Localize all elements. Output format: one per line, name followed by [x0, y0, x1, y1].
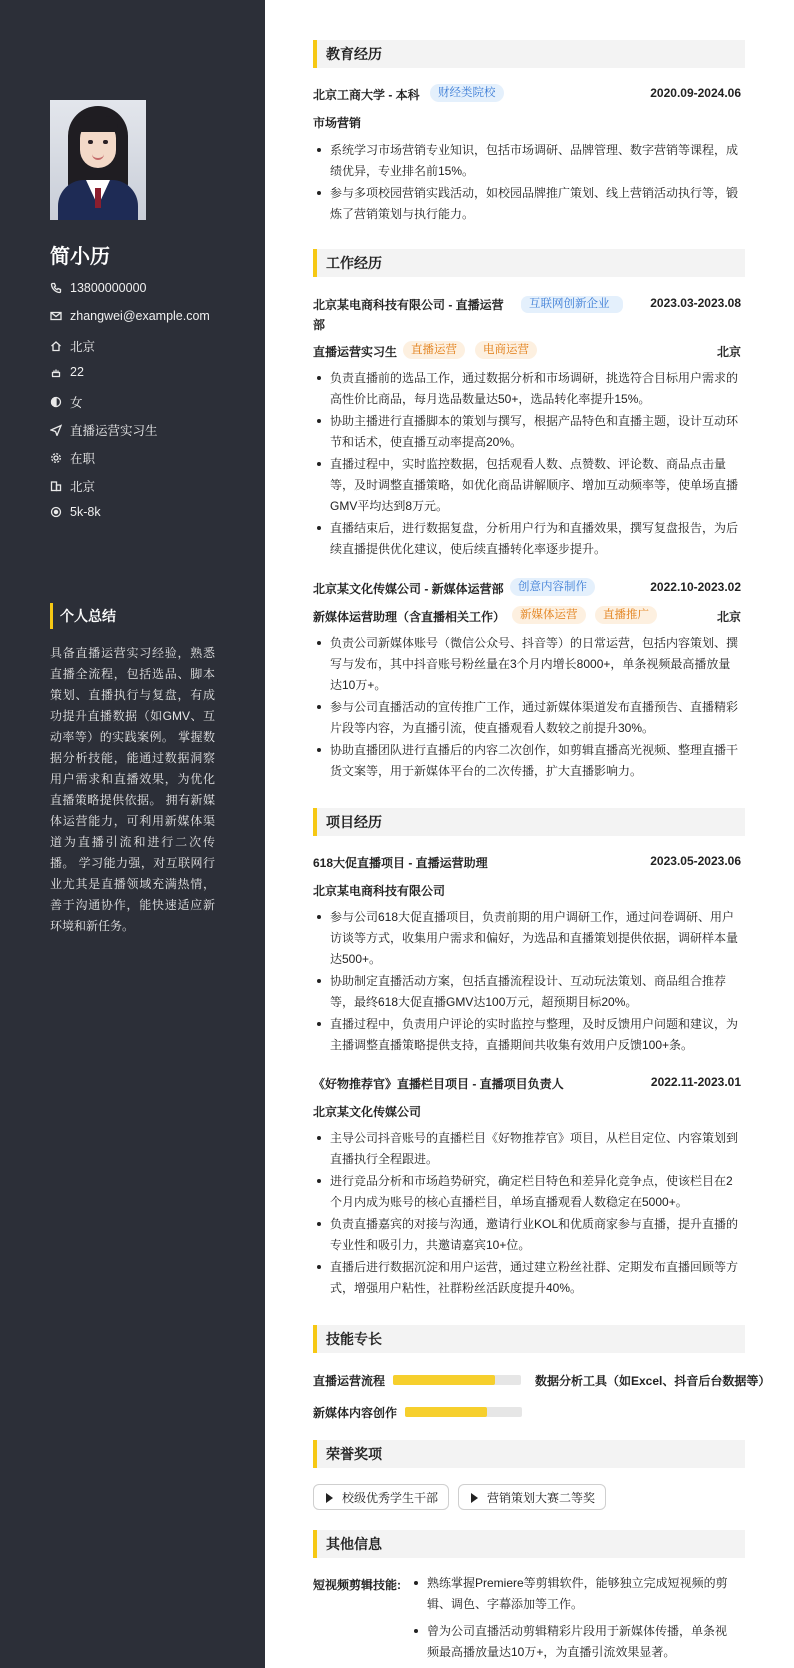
- list-item: 直播结束后，进行数据复盘，分析用户行为和直播效果，撰写复盘报告，为后续直播提供优化建议，使后续直播转化率逐步提升。: [313, 518, 741, 560]
- play-icon: [326, 1493, 333, 1503]
- list-item: 进行竞品分析和市场趋势研究，确定栏目特色和差异化竞争点，使该栏目在2个月内成为账号的核心直播栏目，单场直播观看人数稳定在5000+。: [313, 1171, 741, 1213]
- job2-date: 2022.10-2023.02: [650, 580, 741, 594]
- mail-icon: [50, 310, 62, 322]
- contact-position: 直播运营实习生: [50, 421, 158, 439]
- proj1-name: 618大促直播项目 - 直播运营助理: [313, 856, 488, 870]
- contact-age: 22: [50, 365, 84, 379]
- job1-city: 北京: [716, 345, 741, 359]
- job1-position: 直播运营实习生: [313, 345, 398, 359]
- job2-tag-2: 直播推广: [595, 606, 657, 624]
- job1-date: 2023.03-2023.08: [650, 296, 741, 310]
- contact-location: 北京: [50, 337, 95, 355]
- list-item: 参与公司618大促直播项目，负责前期的用户调研工作，通过问卷调研、用户访谈等方式，收集用户需求和偏好，为选品和直播策划提供依据，调研样本量达500+。: [313, 907, 741, 970]
- job1-tag-1: 直播运营: [403, 341, 465, 359]
- other-label: 短视频剪辑技能:: [313, 1578, 401, 1592]
- list-item: 直播后进行数据沉淀和用户运营，通过建立粉丝社群、定期发布直播回顾等方式，增强用户粘性，社群粉丝活跃度提升40%。: [313, 1257, 741, 1299]
- edu-school: 北京工商大学 - 本科: [313, 88, 420, 102]
- edu-date: 2020.09-2024.06: [650, 86, 741, 100]
- contact-gender: 女: [50, 393, 83, 411]
- section-skills: 技能专长: [313, 1325, 745, 1353]
- contact-email: zhangwei@example.com: [50, 309, 210, 323]
- proj1-date: 2023.05-2023.06: [650, 854, 741, 868]
- job1-company: 北京某电商科技有限公司 - 直播运营部: [313, 298, 504, 332]
- job1-tag-2: 电商运营: [475, 341, 537, 359]
- job1-bullets: [313, 368, 741, 560]
- job2-company: 北京某文化传媒公司 - 新媒体运营部: [313, 582, 504, 596]
- section-education: 教育经历: [313, 40, 745, 68]
- contact-salary: 5k-8k: [50, 505, 101, 519]
- job2-tag: 创意内容制作: [510, 578, 595, 596]
- contact-phone: 13800000000: [50, 281, 146, 295]
- proj2-name: 《好物推荐官》直播栏目项目 - 直播项目负责人: [313, 1077, 564, 1091]
- sidebar: [0, 0, 265, 1668]
- section-work: 工作经历: [313, 249, 745, 277]
- gear-icon: [50, 452, 62, 464]
- award-chip: 校级优秀学生干部: [313, 1484, 449, 1510]
- skill-name: 新媒体内容创作: [313, 1406, 398, 1420]
- skill-level-bar: [393, 1375, 521, 1385]
- edu-tag: 财经类院校: [430, 84, 504, 102]
- profile-photo: [50, 100, 146, 220]
- play-icon: [471, 1493, 478, 1503]
- skill-level-bar: [405, 1407, 522, 1417]
- cake-icon: [50, 366, 62, 378]
- list-item: 协助主播进行直播脚本的策划与撰写，根据产品特色和直播主题，设计互动环节和话术，使直播互动率提高20%。: [313, 411, 741, 453]
- summary-title: 个人总结: [50, 603, 116, 629]
- proj2-bullets: [313, 1128, 741, 1299]
- home-icon: [50, 340, 62, 352]
- proj1-org: 北京某电商科技有限公司: [313, 884, 446, 898]
- list-item: 曾为公司直播活动剪辑精彩片段用于新媒体传播，单条视频最高播放量达10万+，为直播引流效果显著。: [410, 1621, 735, 1663]
- contact-status: 在职: [50, 449, 95, 467]
- job2-tag-1: 新媒体运营: [512, 606, 586, 624]
- salary-icon: [50, 506, 62, 518]
- other-bullets: [410, 1573, 735, 1663]
- send-icon: [50, 424, 62, 436]
- list-item: 负责公司新媒体账号（微信公众号、抖音等）的日常运营，包括内容策划、撰写与发布，其中抖音账号粉丝量在3个月内增长8000+，单条视频最高播放量达10万+。: [313, 633, 741, 696]
- proj1-bullets: [313, 907, 741, 1056]
- contact-work-city: 北京: [50, 477, 95, 495]
- list-item: 直播过程中，实时监控数据，包括观看人数、点赞数、评论数、商品点击量等，及时调整直播策略，如优化商品讲解顺序、增加互动频率等，使单场直播GMV平均达到8万元。: [313, 454, 741, 517]
- skill-name: 数据分析工具（如Excel、抖音后台数据等）: [535, 1374, 771, 1388]
- skill-name: 直播运营流程: [313, 1374, 386, 1388]
- job2-position: 新媒体运营助理（含直播相关工作）: [313, 610, 506, 624]
- building-icon: [50, 480, 62, 492]
- proj2-date: 2022.11-2023.01: [650, 1075, 741, 1089]
- proj2-org: 北京某文化传媒公司: [313, 1105, 422, 1119]
- list-item: 负责直播嘉宾的对接与沟通，邀请行业KOL和优质商家参与直播，提升直播的专业性和吸引力，共邀请嘉宾10+位。: [313, 1214, 741, 1256]
- edu-major: 市场营销: [313, 116, 362, 130]
- award-chip: 营销策划大赛二等奖: [458, 1484, 606, 1510]
- section-projects: 项目经历: [313, 808, 745, 836]
- gender-icon: [50, 396, 62, 408]
- list-item: 负责直播前的选品工作，通过数据分析和市场调研，挑选符合目标用户需求的高性价比商品，每月选品数量达50+，选品转化率提升15%。: [313, 368, 741, 410]
- section-other: 其他信息: [313, 1530, 745, 1558]
- list-item: 协助直播团队进行直播后的内容二次创作，如剪辑直播高光视频、整理直播干货文案等，用于新媒体平台的二次传播，扩大直播影响力。: [313, 740, 741, 782]
- list-item: 主导公司抖音账号的直播栏目《好物推荐官》项目，从栏目定位、内容策划到直播执行全程跟进。: [313, 1128, 741, 1170]
- list-item: 熟练掌握Premiere等剪辑软件，能够独立完成短视频的剪辑、调色、字幕添加等工作。: [410, 1573, 735, 1615]
- job1-tag: 互联网创新企业: [521, 296, 623, 313]
- list-item: 参与公司直播活动的宣传推广工作，通过新媒体渠道发布直播预告、直播精彩片段等内容，为直播引流，使直播观看人数较之前提升30%。: [313, 697, 741, 739]
- list-item: 协助制定直播活动方案，包括直播流程设计、互动玩法策划、商品组合推荐等，最终618大促直播GMV达100万元，超预期目标20%。: [313, 971, 741, 1013]
- job2-city: 北京: [716, 610, 741, 624]
- resume-name: 简小历: [50, 246, 110, 268]
- section-awards: 荣誉奖项: [313, 1440, 745, 1468]
- phone-icon: [50, 282, 62, 294]
- list-item: 系统学习市场营销专业知识，包括市场调研、品牌管理、数字营销等课程，成绩优异，专业排名前15%。: [313, 140, 741, 182]
- list-item: 参与多项校园营销实践活动，如校园品牌推广策划、线上营销活动执行等，锻炼了营销策划与执行能力。: [313, 183, 741, 225]
- job2-bullets: [313, 633, 741, 782]
- edu-bullets: [313, 140, 741, 225]
- list-item: 直播过程中，负责用户评论的实时监控与整理，及时反馈用户问题和建议，为主播调整直播策略提供支持，直播期间共收集有效用户反馈100+条。: [313, 1014, 741, 1056]
- summary-text: 具备直播运营实习经验，熟悉直播全流程，包括选品、脚本策划、直播执行与复盘，有成功提升直播数据（如GMV、互动率等）的实践案例。 掌握数据分析技能，能通过数据洞察用户需求和直播效果，为优化直播策略提供依据。 拥有新媒体运营能力，可利用新媒体渠道为直播引流和进行二次传播。 学习能力强，对互联网行业尤其是直播领域充满热情，善于沟通协作，能快速适应新环境和新任务。: [50, 646, 215, 933]
